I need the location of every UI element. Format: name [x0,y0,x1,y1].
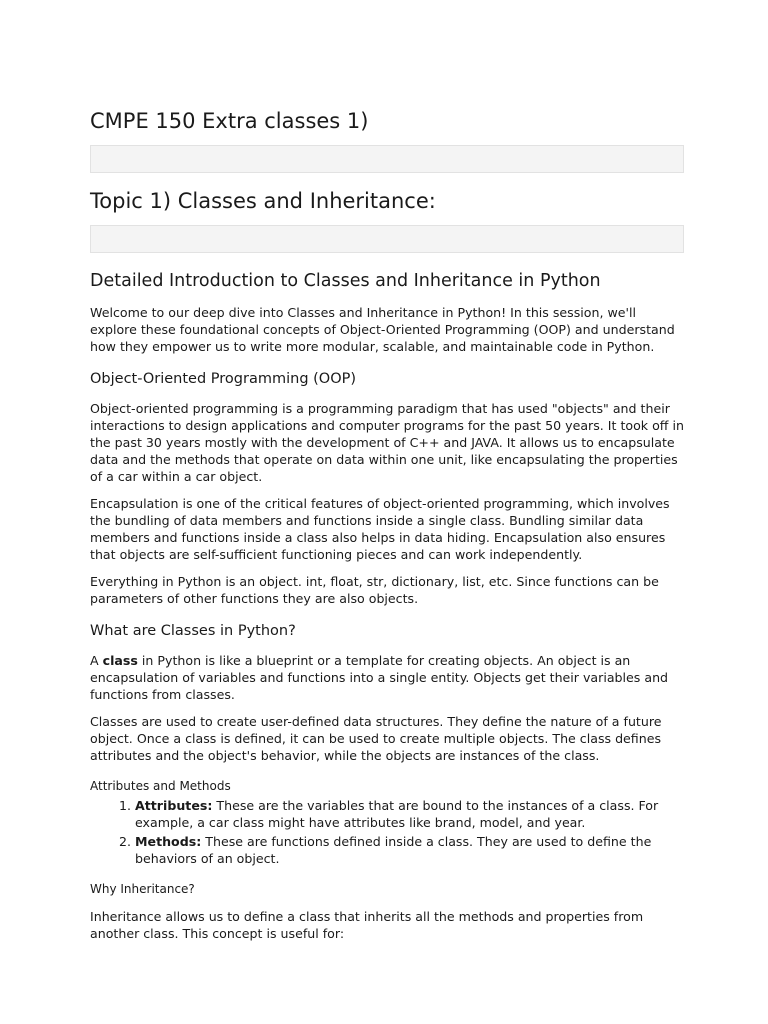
classes-paragraph-1 [90,652,684,703]
list-item [135,833,684,867]
oop-paragraph-3: Everything in Python is an object. int, float, str, dictionary, list, etc. Since functions can be parameters of other functions they are also objects. [90,574,659,606]
inheritance-paragraph: Inheritance allows us to define a class that inherits all the methods and properties from another class. This concept is useful for: [90,909,644,941]
section-heading-classes: What are Classes in Python? [90,623,296,639]
oop-paragraph-1: Object-oriented programming is a programming paradigm that has used "objects" and their interactions to design applications and computer programs for the past 50 years. It took off in the past 30 years mostly with the development of C++ and JAVA. It allows us to encapsulate data and the methods that operate on data within one unit, like encapsulating the properties of a car within a car object. [90,401,684,484]
classes-paragraph-2: Classes are used to create user-defined data structures. They define the nature of a future object. Once a class is defined, it can be used to create multiple objects. The class defines attributes and the object's behavior, while the objects are instances of the class. [90,714,662,763]
intro-paragraph: Welcome to our deep dive into Classes and Inheritance in Python! In this session, we'll explore these foundational concepts of Object-Oriented Programming (OOP) and understand how they empower us to write more modular, scalable, and maintainable code in Python. [90,305,675,354]
classes-p1-rest: in Python is like a blueprint or a template for creating objects. An object is an encapsulation of variables and functions into a single entity. Objects get their variables and functions from classes. [90,653,669,702]
document-title: CMPE 150 Extra classes 1) [90,109,369,133]
list-item [135,797,684,831]
empty-code-cell [90,145,684,173]
attributes-methods-list [90,797,684,867]
section-heading-attributes-methods: Attributes and Methods [90,779,231,793]
classes-p1-bold: class [102,653,138,668]
classes-p1-prefix: A [90,653,103,668]
list-item-text: These are the variables that are bound to the instances of a class. For example, a car class might have attributes like brand, model, and year. [135,798,659,830]
section-heading-intro: Detailed Introduction to Classes and Inheritance in Python [90,271,601,291]
section-heading-why-inheritance: Why Inheritance? [90,882,195,896]
list-item-term: Attributes: [135,798,213,813]
list-item-term: Methods: [135,834,202,849]
list-item-text: These are functions defined inside a class. They are used to define the behaviors of an object. [135,834,652,866]
oop-paragraph-2: Encapsulation is one of the critical features of object-oriented programming, which involves the bundling of data members and functions inside a single class. Bundling similar data members and functions inside a class also helps in data hiding. Encapsulation also ensures that objects are self-sufficient functioning pieces and can work independently. [90,496,670,562]
section-heading-oop: Object-Oriented Programming (OOP) [90,371,357,387]
empty-code-cell [90,225,684,253]
topic-title: Topic 1) Classes and Inheritance: [90,189,436,213]
